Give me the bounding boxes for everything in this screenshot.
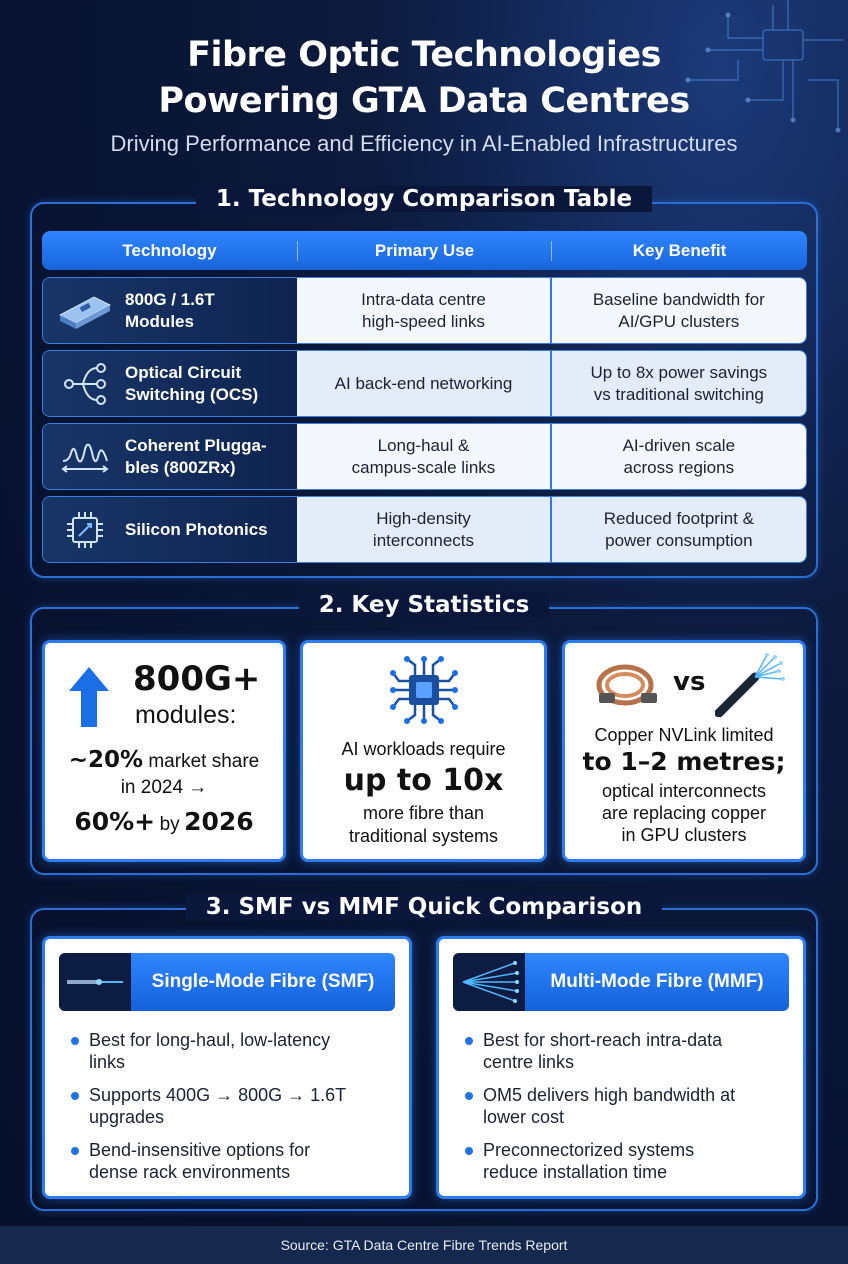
primary-use-text-cont: high-speed links: [362, 311, 485, 331]
stat-year-text: in 2024 →: [120, 777, 208, 798]
list-item: [465, 1084, 735, 1128]
fibre-bundle-icon: [453, 953, 525, 1011]
fibre-cable-icon: [715, 653, 785, 717]
title-line-1: Fibre Optic Technologies: [187, 35, 661, 75]
stat-target-line: [45, 807, 283, 836]
primary-use-text: AI back-end networking: [334, 373, 513, 393]
list-item: [71, 1084, 346, 1128]
technology-name: Coherent Plugga-: [125, 435, 267, 455]
primary-use-text: Intra-data centre: [361, 289, 486, 309]
column-header-primary-use: Primary Use: [297, 241, 552, 261]
bullet-text-cont: centre links: [483, 1052, 575, 1072]
stat-copper-line1: Copper NVLink limited: [594, 725, 774, 745]
stat-800g-value: 800G+: [133, 659, 261, 699]
key-benefit-cell: [552, 497, 806, 562]
vs-label: vs: [673, 667, 706, 697]
bullet-text-cont: lower cost: [483, 1107, 565, 1127]
key-benefit-text: Up to 8x power savings: [590, 362, 768, 382]
stat-target-by: by: [159, 814, 180, 835]
key-benefit-text: Reduced footprint &: [603, 508, 754, 528]
smf-title: Single-Mode Fibre (SMF): [151, 971, 375, 992]
list-item: [71, 1139, 346, 1183]
mmf-bullet-list: [465, 1029, 735, 1194]
waveform-icon: [55, 434, 115, 480]
key-benefit-text-cont: AI/GPU clusters: [618, 311, 740, 331]
key-benefit-text: AI-driven scale: [622, 435, 736, 455]
stat-fibre-line3: traditional systems: [348, 826, 499, 846]
stat-share-pct: ~20%: [68, 747, 144, 773]
primary-use-cell: [297, 278, 551, 343]
column-header-technology: Technology: [122, 240, 217, 260]
stat-fibre-line1: AI workloads require: [341, 739, 506, 759]
stat-copper-line4: in GPU clusters: [621, 825, 747, 845]
technology-cell: [43, 424, 297, 489]
technology-name-cont: Modules: [125, 311, 194, 331]
page-title: [0, 32, 848, 124]
transceiver-icon: [55, 288, 115, 334]
smf-mmf-heading: 3. SMF vs MMF Quick Comparison: [0, 894, 848, 920]
stat-copper-line3: are replacing copper: [601, 803, 767, 823]
column-header-key-benefit: Key Benefit: [632, 240, 727, 260]
primary-use-cell: [297, 497, 551, 562]
technology-name-cont: Switching (OCS): [125, 384, 259, 404]
mmf-header: [453, 953, 789, 1011]
technology-name: Silicon Photonics: [125, 519, 268, 539]
stat-card-fibre: [300, 640, 547, 862]
network-branch-icon: [55, 361, 115, 407]
primary-use-cell: [297, 351, 551, 416]
copper-cable-icon: [595, 659, 663, 715]
stat-copper-line2: optical interconnects: [601, 781, 767, 801]
list-item: [71, 1029, 346, 1073]
bullet-text-cont: reduce installation time: [483, 1162, 668, 1182]
stat-copper-value: to 1–2 metres;: [582, 747, 786, 776]
page-subtitle: Driving Performance and Efficiency in AI-Enabled Infrastructures: [110, 131, 738, 156]
stat-card-800g: [42, 640, 286, 862]
bullet-text-cont: links: [89, 1052, 126, 1072]
smf-card: [42, 936, 412, 1199]
technology-name: Optical Circuit: [125, 362, 242, 382]
bullet-text: Best for long-haul, low-latency: [89, 1030, 331, 1050]
table-row: [42, 496, 807, 563]
key-benefit-cell: [552, 351, 806, 416]
key-benefit-text-cont: vs traditional switching: [593, 384, 764, 404]
bullet-text: Best for short-reach intra-data: [483, 1030, 723, 1050]
stat-target-year: 2026: [184, 807, 254, 836]
key-benefit-cell: [552, 278, 806, 343]
key-benefit-text-cont: power consumption: [605, 530, 753, 550]
table-row: [42, 350, 807, 417]
list-item: [465, 1139, 735, 1183]
primary-use-text-cont: interconnects: [372, 530, 475, 550]
single-fibre-icon: [59, 953, 131, 1011]
primary-use-text-cont: campus-scale links: [351, 457, 496, 477]
source-footer: Source: GTA Data Centre Fibre Trends Report: [0, 1226, 848, 1264]
mmf-card: [436, 936, 806, 1199]
key-benefit-text-cont: across regions: [623, 457, 735, 477]
stat-800g-unit: modules:: [135, 701, 237, 729]
primary-use-cell: [297, 424, 551, 489]
comparison-table-heading: 1. Technology Comparison Table: [0, 186, 848, 212]
bullet-text: Preconnectorized systems: [483, 1140, 695, 1160]
stat-fibre-line2: more fibre than: [362, 803, 485, 823]
key-benefit-cell: [552, 424, 806, 489]
key-statistics-heading: 2. Key Statistics: [0, 592, 848, 618]
stat-share-text: market share: [148, 751, 260, 772]
chip-icon: [55, 507, 115, 553]
table-row: [42, 277, 807, 344]
bullet-text-cont: upgrades: [89, 1107, 165, 1127]
table-header: [42, 231, 807, 270]
bullet-text-cont: dense rack environments: [89, 1162, 291, 1182]
bullet-text: Bend-insensitive options for: [89, 1140, 311, 1160]
bullet-text: OM5 delivers high bandwidth at: [483, 1085, 736, 1105]
title-line-2: Powering GTA Data Centres: [158, 81, 690, 121]
stat-fibre-value: up to 10x: [343, 763, 504, 798]
stat-target-pct: 60%+: [74, 807, 156, 836]
technology-name-cont: bles (800ZRx): [125, 457, 236, 477]
list-item: [465, 1029, 735, 1073]
stat-card-copper: [562, 640, 806, 862]
stat-share-line: [45, 747, 283, 773]
key-benefit-text: Baseline bandwidth for: [592, 289, 765, 309]
table-row: [42, 423, 807, 490]
primary-use-text: High-density: [376, 508, 471, 528]
technology-name: 800G / 1.6T: [125, 289, 215, 309]
technology-cell: [43, 278, 297, 343]
technology-cell: [43, 351, 297, 416]
primary-use-text: Long-haul &: [377, 435, 470, 455]
mmf-title: Multi-Mode Fibre (MMF): [550, 971, 764, 992]
processor-icon: [389, 655, 459, 725]
arrow-up-icon: [69, 667, 109, 727]
smf-header: [59, 953, 395, 1011]
smf-bullet-list: [71, 1029, 346, 1194]
bullet-text: Supports 400G → 800G → 1.6T: [89, 1085, 347, 1105]
technology-cell: [43, 497, 297, 562]
